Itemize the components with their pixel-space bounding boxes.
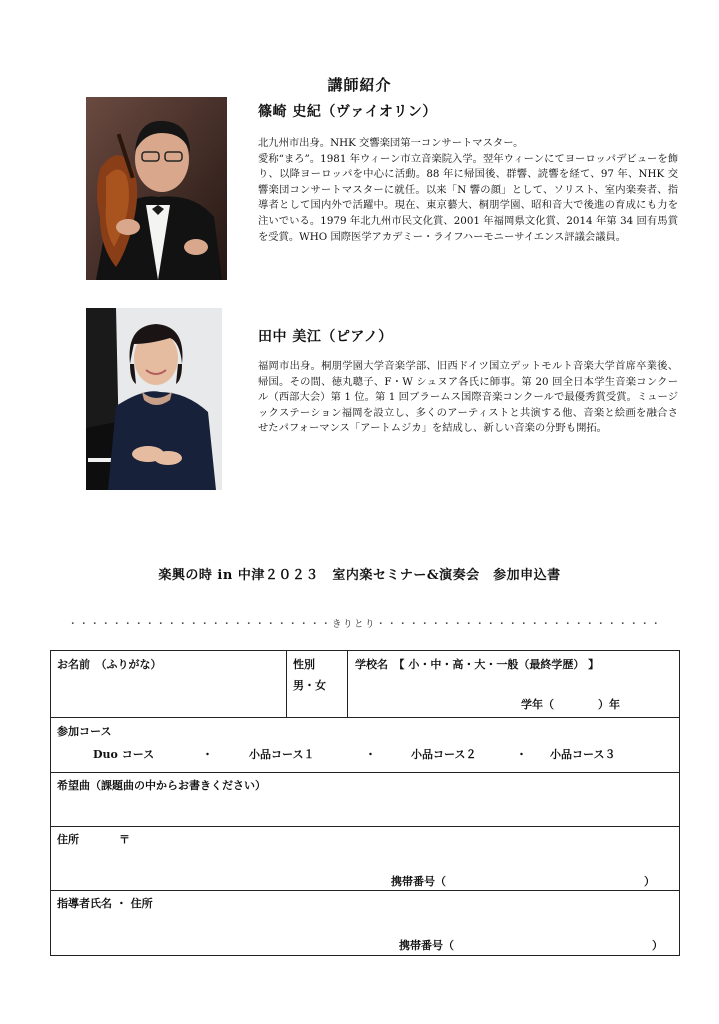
teacher-mobile-number-field[interactable]: 携帯番号（ ） [399, 939, 663, 952]
row-divider [51, 772, 679, 773]
instructor-bio-violin: 北九州市出身。NHK 交響楽団第一コンサートマスター。 愛称“まろ”。1981 年ウィーン市立音楽院入学。翌年ウィーンにてヨーロッパデビューを飾り、以降ヨーロッパを中心に活動。88 年に帰国後、群響、読響を経て、97 年、NHK 交響楽団コンサートマスターに就任。以来「N 響の顔」として、ソリスト、室内楽奏者、指導者として国内外で活躍中。現在、東京藝大、桐朋学園、昭和音大で後進の育成にも力を注いでいる。1979 年北九州市民文化賞、2001 年福岡県文化賞、2014 年第 34 回有馬賞を受賞。WHO 国際医学アカデミー・ライフハーモニーサイエンス評議会議員。 [258, 137, 678, 243]
name-field[interactable]: お名前 （ふりがな） [57, 658, 162, 671]
instructor-name-violin: 篠崎 史紀（ヴァイオリン） [258, 104, 437, 120]
teacher-name-address-field[interactable]: 指導者氏名 ・ 住所 [57, 897, 153, 910]
school-field[interactable]: 学校名 【 小・中・高・大・一般（最終学歴） 】 [355, 658, 600, 671]
course-option-small-3[interactable]: 小品コース３ [550, 748, 616, 761]
course-option-duo[interactable]: Duo コース [93, 748, 155, 761]
application-form [50, 650, 680, 956]
row-divider [51, 717, 679, 718]
course-label: 参加コース [57, 725, 112, 738]
pianist-photo [86, 308, 222, 490]
desired-piece-field[interactable]: 希望曲（課題曲の中からお書きください） [57, 779, 266, 792]
instructor-bio-piano: 福岡市出身。桐朋学園大学音楽学部、旧西ドイツ国立デットモルト音楽大学首席卒業後、帰国。その間、徳丸聰子、F・W シュヌア各氏に師事。第 20 回全日本学生音楽コンクール（西部大会）第 1 位。第 1 回ブラームス国際音楽コンクールで最優秀賞受賞。ミュージックステーション福岡を設立し、多くのアーティストと共演する他、音楽と絵画を融合させたパフォーマンス「アートムジカ」を結成し、新しい音楽の分野も開拓。 [258, 360, 678, 435]
course-option-small-2[interactable]: 小品コース２ [411, 748, 477, 761]
address-field[interactable]: 住所 [57, 833, 79, 846]
gender-options[interactable]: 男・女 [293, 679, 326, 692]
course-separator: ・ [365, 748, 376, 761]
cut-line: ・・・・・・・・・・・・・・・・・・・・・・・・きりとり・・・・・・・・・・・・・・・・・・・・・・・・・・ [67, 619, 662, 630]
row-divider [51, 890, 679, 891]
instructor-name-piano: 田中 美江（ピアノ） [258, 329, 393, 345]
course-separator: ・ [202, 748, 213, 761]
course-option-small-1[interactable]: 小品コース１ [249, 748, 315, 761]
section-title: 講師紹介 [327, 76, 392, 94]
grade-field[interactable]: 学年（ ）年 [521, 698, 620, 711]
mobile-number-field[interactable]: 携帯番号（ ） [391, 875, 655, 888]
column-divider [286, 651, 287, 717]
row-divider [51, 826, 679, 827]
gender-label: 性別 [293, 658, 315, 671]
form-title: 楽興の時 in 中津２０２３ 室内楽セミナー&演奏会 参加申込書 [158, 568, 561, 583]
course-separator: ・ [516, 748, 527, 761]
violinist-photo [86, 97, 227, 280]
postal-mark: 〒 [119, 833, 130, 846]
column-divider [347, 651, 348, 717]
